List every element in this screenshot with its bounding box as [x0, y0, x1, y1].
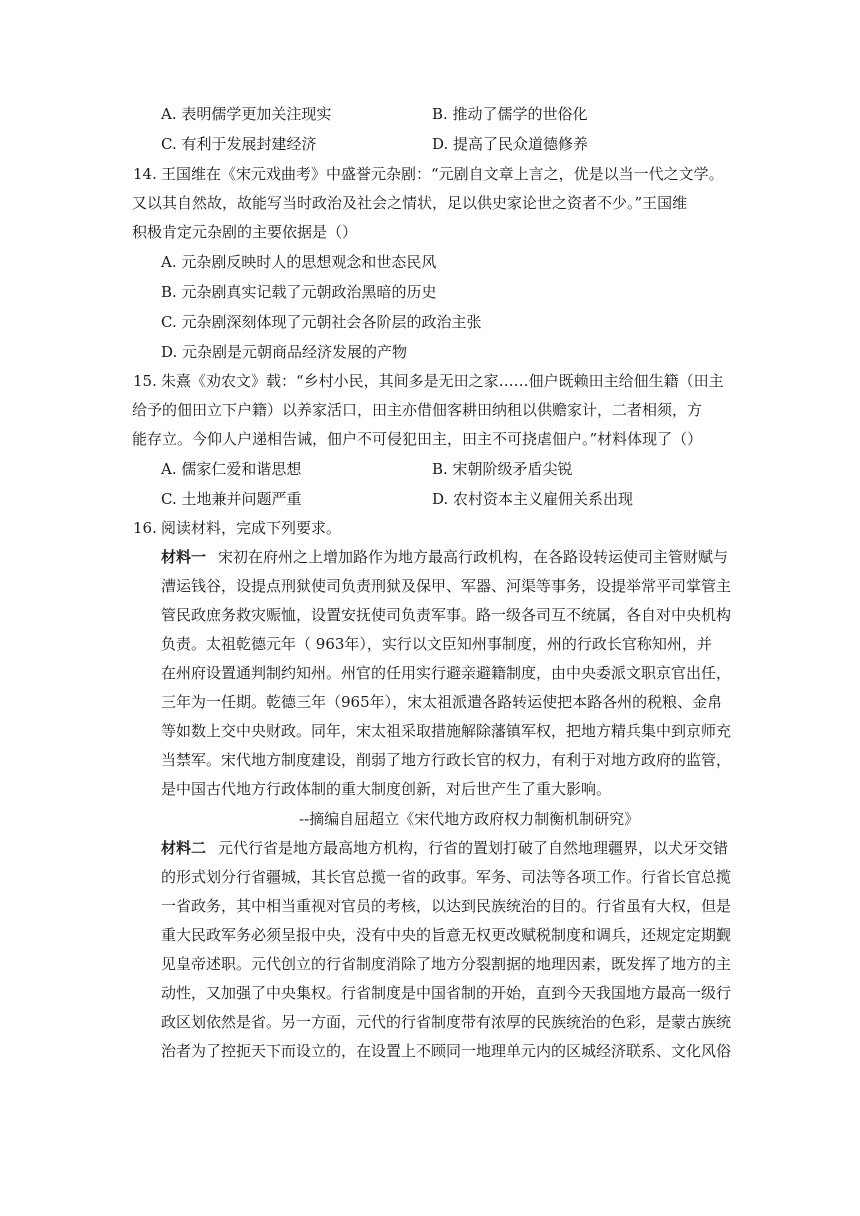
material2-label: 材料二 — [161, 839, 207, 857]
material1-line-7: 等如数上交中央财政。同年，宋太祖采取措施解除藩镇军权，把地方精兵集中到京师充 — [161, 722, 732, 740]
material2-first-line — [161, 838, 728, 858]
material1-line-2: 漕运钱谷，设提点刑狱使司负责刑狱及保甲、军器、河渠等事务，设提举常平司掌管主 — [161, 577, 732, 595]
material1-line-4: 负责。太祖乾德元年（ 963年），实行以文臣知州事制度，州的行政长官称知州，并 — [161, 635, 712, 653]
q15-line-1: 朱熹《劝农文》载：“乡村小民，其间多是无田之家……佃户既赖田主给佃生籍（田主 — [161, 372, 724, 390]
q14-line-3: 积极肯定元杂剧的主要依据是（） — [132, 223, 358, 241]
q14-line-2: 又以其自然故，故能写当时政治及社会之情状，足以供史家论世之资者不少。”王国维 — [132, 194, 688, 212]
q14-option-b[interactable]: B. 元杂剧真实记载了元朝政治黑暗的历史 — [161, 283, 437, 301]
q15-option-a[interactable]: A. 儒家仁爱和谐思想 — [161, 460, 302, 478]
q13-option-b[interactable]: B. 推动了儒学的世俗化 — [432, 105, 588, 123]
q13-option-d[interactable]: D. 提高了民众道德修养 — [432, 135, 589, 153]
material1-line-5: 在州府设置通判制约知州。州官的任用实行避亲避籍制度，由中央委派文职京官出任， — [161, 664, 732, 682]
material2-line-7: 政区划依然是省。另一方面，元代的行省制度带有浓厚的民族统治的色彩，是蒙古族统 — [161, 1013, 732, 1031]
material1-line-8: 当禁军。宋代地方制度建设，削弱了地方行政长官的权力，有利于对地方政府的监管， — [161, 751, 732, 769]
q15-option-d[interactable]: D. 农村资本主义雇佣关系出现 — [432, 490, 634, 508]
q15-line-3: 能存立。今仰人户递相告诫，佃户不可侵犯田主，田主不可挠虐佃户。”材料体现了（） — [132, 430, 703, 448]
q14-option-a[interactable]: A. 元杂剧反映时人的思想观念和世态民风 — [161, 253, 437, 271]
q15-number: 15. — [133, 372, 157, 390]
material2-line-8: 治者为了控扼天下而设立的，在设置上不顾同一地理单元内的区城经济联系、文化风俗 — [161, 1042, 732, 1060]
material2-line-5: 见皇帝述职。元代创立的行省制度消除了地方分裂割据的地理因素，既发挥了地方的主 — [161, 955, 732, 973]
material1-first-line — [161, 547, 728, 567]
q14-line-1: 王国维在《宋元戏曲考》中盛誉元杂剧：“元剧自文章上言之，优是以当一代之文学。 — [161, 165, 724, 183]
q15-option-b[interactable]: B. 宋朝阶级矛盾尖锐 — [432, 460, 573, 478]
q13-option-c[interactable]: C. 有利于发展封建经济 — [161, 135, 317, 153]
material2-line-4: 重大民政军务必须呈报中央，没有中央的旨意无权更改赋税制度和调兵，还规定定期觐 — [161, 926, 732, 944]
q16-number: 16. — [133, 519, 157, 537]
material2-line-3: 一省政务，其中相当重视对官员的考核，以达到民族统治的目的。行省虽有大权，但是 — [161, 897, 732, 915]
material1-line-1: 宋初在府州之上增加路作为地方最高行政机构，在各路设转运使司主管财赋与 — [218, 548, 729, 566]
material2-line-6: 动性，又加强了中央集权。行省制度是中国省制的开始，直到今天我国地方最高一级行 — [161, 984, 732, 1002]
material1-line-6: 三年为一任期。乾德三年（965年），宋太祖派遣各路转运使把本路各州的税粮、金帛 — [161, 693, 723, 711]
q14-option-d[interactable]: D. 元杂剧是元朝商品经济发展的产物 — [161, 343, 408, 361]
material1-line-3: 管民政庶务救灾赈恤，设置安抚使司负责军事。路一级各司互不统属，各自对中央机构 — [161, 606, 732, 624]
q16-intro: 阅读材料，完成下列要求。 — [161, 519, 342, 537]
q14-number: 14. — [133, 165, 157, 183]
q15-line-2: 给予的佃田立下户籍）以养家活口，田主亦借佃客耕田纳租以供赡家计，二者相须，方 — [132, 401, 703, 419]
q13-option-a[interactable]: A. 表明儒学更加关注现实 — [161, 105, 332, 123]
material1-label: 材料一 — [161, 548, 207, 566]
material1-line-9: 是中国古代地方行政体制的重大制度创新，对后世产生了重大影响。 — [161, 780, 612, 798]
q14-option-c[interactable]: C. 元杂剧深刻体现了元朝社会各阶层的政治主张 — [161, 313, 482, 331]
material1-source: --摘编自屈超立《宋代地方政府权力制衡机制研究》 — [299, 810, 640, 828]
material2-line-2: 的形式划分行省疆城，其长官总揽一省的政事。军务、司法等各项工作。行省长官总揽 — [161, 868, 732, 886]
material2-line-1: 元代行省是地方最高地方机构，行省的置划打破了自然地理疆界，以犬牙交错 — [218, 839, 729, 857]
q15-option-c[interactable]: C. 土地兼并问题严重 — [161, 490, 302, 508]
